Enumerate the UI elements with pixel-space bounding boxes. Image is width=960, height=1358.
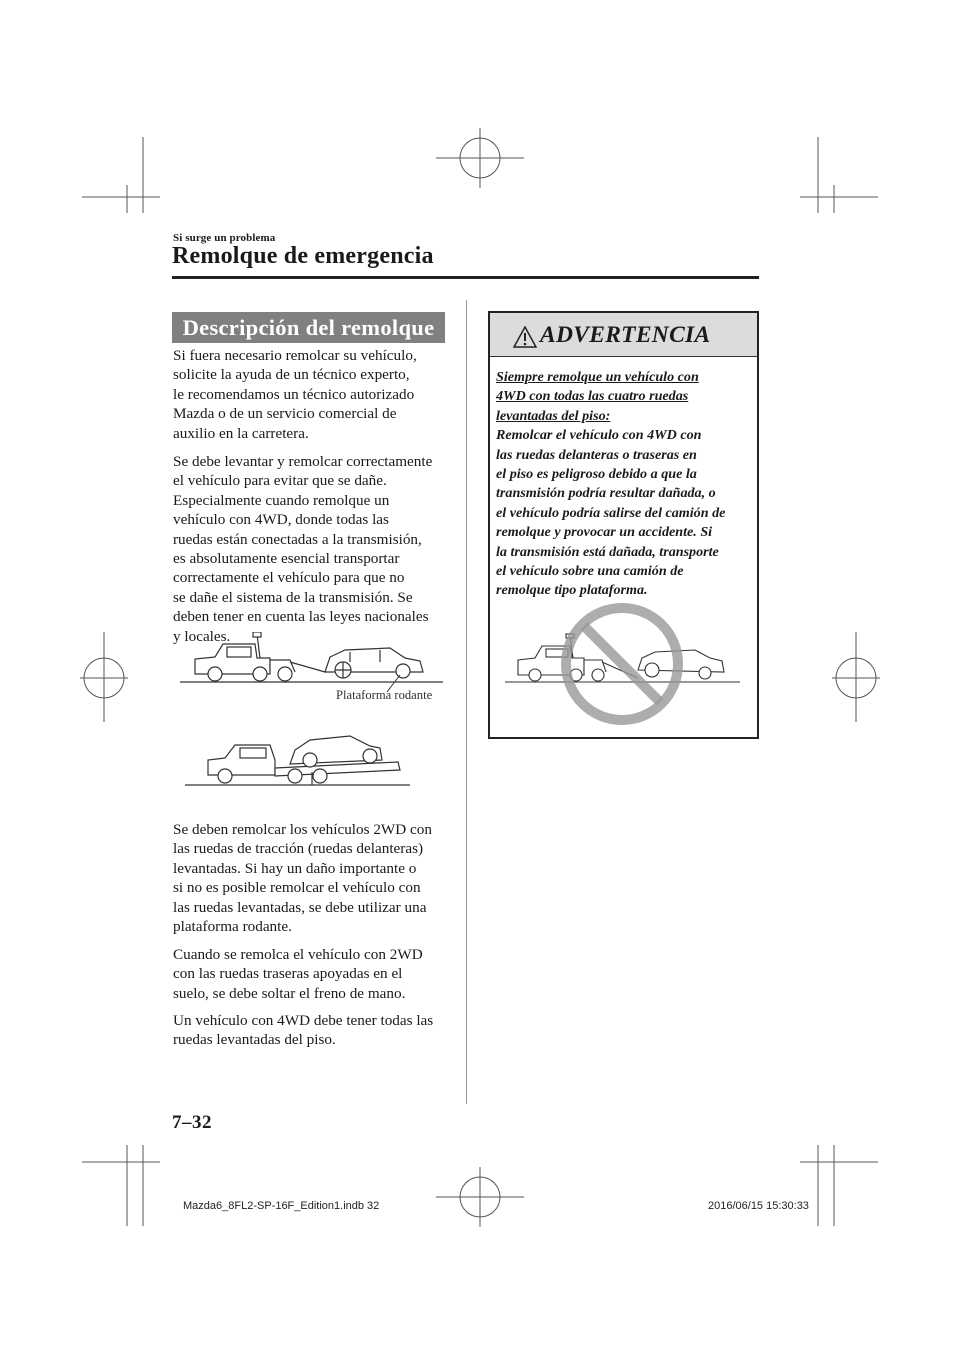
warning-line: remolque tipo plataforma.	[496, 582, 648, 599]
paragraph-2wd	[173, 820, 451, 936]
warning-line: las ruedas delanteras o traseras en	[496, 446, 697, 463]
warning-line-underlined: Siempre remolque un vehículo con	[496, 369, 699, 385]
text-line: deben tener en cuenta las leyes nacionales	[173, 608, 429, 626]
text-line: Si fuera necesario remolcar su vehículo,	[173, 347, 417, 364]
warning-line-underlined: 4WD con todas las cuatro ruedas	[496, 388, 689, 405]
paragraph-intro	[173, 346, 451, 443]
footer-date-info: 2016/06/15 15:30:33	[708, 1200, 809, 1212]
text-line: las ruedas levantadas, se debe utilizar una	[173, 898, 427, 916]
text-line: Un vehículo con 4WD debe tener todas las	[173, 1012, 434, 1029]
text-line: auxilio en la carretera.	[173, 424, 309, 442]
warning-text	[496, 368, 758, 601]
text-line: levantadas. Si hay un daño importante o	[173, 859, 417, 877]
page-number: 7–32	[172, 1112, 212, 1133]
text-line: si no es posible remolcar el vehículo con	[173, 879, 421, 897]
section-label: Si surge un problema	[173, 232, 276, 244]
text-line: le recomendamos un técnico autorizado	[173, 385, 415, 403]
warning-line: el piso es peligroso debido a que la	[496, 466, 697, 483]
warning-line: el vehículo sobre una camión de	[496, 563, 684, 580]
warning-triangle-icon	[513, 326, 537, 348]
warning-line: el vehículo podría salirse del camión de	[496, 504, 726, 521]
warning-line-underlined: levantadas del piso:	[496, 407, 611, 424]
paragraph-lifting	[173, 452, 451, 646]
text-line: con las ruedas traseras apoyadas en el	[173, 965, 403, 983]
column-divider	[466, 300, 467, 1104]
dolly-label: Plataforma rodante	[336, 688, 433, 702]
text-line: Se deben remolcar los vehículos 2WD con	[173, 821, 432, 838]
text-line: Mazda o de un servicio comercial de	[173, 405, 397, 423]
section-heading-banner: Descripción del remolque	[172, 312, 445, 343]
footer-file-info: Mazda6_8FL2-SP-16F_Edition1.indb 32	[183, 1200, 380, 1212]
text-line: correctamente el vehículo para que no	[173, 569, 405, 587]
paragraph-parking-brake	[173, 945, 451, 1003]
paragraph-4wd	[173, 1011, 451, 1050]
warning-line: remolque y provocar un accidente. Si	[496, 524, 713, 541]
text-line: Especialmente cuando remolque un	[173, 491, 390, 509]
text-line: las ruedas de tracción (ruedas delanteras)	[173, 840, 424, 858]
text-line: se dañe el sistema de la transmisión. Se	[173, 588, 413, 606]
registration-mark-icon	[832, 632, 880, 722]
text-line: ruedas levantadas del piso.	[173, 1031, 336, 1049]
text-line: Se debe levantar y remolcar correctamente	[173, 453, 433, 470]
prohibited-towing-illustration	[500, 600, 750, 730]
text-line: es absolutamente esencial transportar	[173, 550, 400, 568]
text-line: suelo, se debe soltar el freno de mano.	[173, 984, 406, 1002]
registration-mark-icon	[80, 632, 128, 722]
page-title: Remolque de emergencia	[172, 243, 434, 269]
text-line: plataforma rodante.	[173, 918, 292, 936]
text-line: vehículo con 4WD, donde todas las	[173, 511, 389, 529]
text-line: ruedas están conectadas a la transmisión,	[173, 530, 422, 548]
text-line: y locales.	[173, 627, 231, 645]
text-line: el vehículo para evitar que se dañe.	[173, 472, 387, 490]
warning-title: ADVERTENCIA	[540, 322, 711, 348]
warning-line: transmisión podría resultar dañada, o	[496, 485, 716, 502]
warning-line: la transmisión está dañada, transporte	[496, 543, 719, 560]
flatbed-truck-illustration	[180, 730, 420, 792]
text-line: Cuando se remolca el vehículo con 2WD	[173, 946, 423, 963]
text-line: solicite la ayuda de un técnico experto,	[173, 366, 410, 384]
registration-mark-icon	[436, 128, 524, 188]
registration-mark-icon	[436, 1167, 524, 1227]
title-rule	[172, 276, 759, 279]
warning-line: Remolcar el vehículo con 4WD con	[496, 427, 702, 444]
